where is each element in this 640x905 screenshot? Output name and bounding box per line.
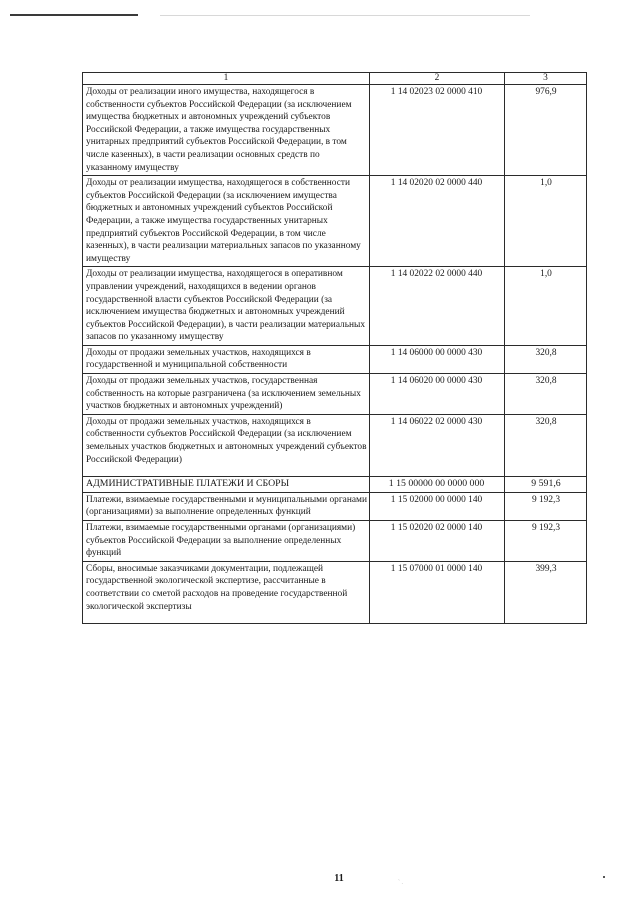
header-col-2: 2	[370, 73, 505, 85]
row-code: 1 14 06000 00 0000 430	[370, 345, 505, 373]
top-rule	[10, 14, 138, 16]
table-row	[83, 176, 587, 267]
header-col-1: 1	[83, 73, 370, 85]
row-name: Доходы от реализации имущества, находящегося в оперативном управлении учреждений, находящихся в ведении органов государственной власти субъектов Российской Федерации (за исключением имущества бюджетных и автономных учреждений субъектов Российской Федерации), в части реализации материальных запасов по указанному имуществу	[83, 267, 370, 346]
table-row	[83, 85, 587, 176]
row-code: 1 15 07000 01 0000 140	[370, 561, 505, 623]
row-sum: 320,8	[505, 414, 587, 476]
row-code: 1 14 06022 02 0000 430	[370, 414, 505, 476]
header-col-3: 3	[505, 73, 587, 85]
row-name: Доходы от продажи земельных участков, находящихся в государственной и муниципальной собственности	[83, 345, 370, 373]
row-sum: 1,0	[505, 267, 587, 346]
row-code: 1 15 02000 00 0000 140	[370, 492, 505, 520]
row-sum: 320,8	[505, 374, 587, 415]
row-name: Доходы от продажи земельных участков, находящихся в собственности субъектов Российской Федерации (за исключением земельных участков бюджетных и автономных учреждений субъектов Российской Федерации)	[83, 414, 370, 476]
row-name: Доходы от реализации иного имущества, находящегося в собственности субъектов Российской Федерации (за исключением имущества бюджетных и автономных учреждений субъектов Российской Федерации, а также имущества государственных унитарных предприятий субъектов Российской Федерации, в том числе казенных), в части реализации основных средств по указанному имуществу	[83, 85, 370, 176]
revenue-table	[82, 72, 587, 624]
table-row-section	[83, 477, 587, 493]
table-row	[83, 345, 587, 373]
table-row	[83, 374, 587, 415]
row-name: Сборы, вносимые заказчиками документации, подлежащей государственной экологической экспертизе, рассчитанные в соответствии со сметой расходов на проведение государственной экологической экспертизы	[83, 561, 370, 623]
row-sum: 9 591,6	[505, 477, 587, 493]
row-code: 1 14 02022 02 0000 440	[370, 267, 505, 346]
row-name: АДМИНИСТРАТИВНЫЕ ПЛАТЕЖИ И СБОРЫ	[83, 477, 370, 493]
page-number	[0, 873, 640, 884]
row-name: Доходы от продажи земельных участков, государственная собственность на которые разграничена (за исключением земельных участков бюджетных и автономных учреждений)	[83, 374, 370, 415]
top-rule-faint	[160, 15, 530, 16]
row-sum: 399,3	[505, 561, 587, 623]
table-row	[83, 414, 587, 476]
row-sum: 9 192,3	[505, 492, 587, 520]
header-row	[83, 73, 587, 85]
table-row	[83, 267, 587, 346]
row-name: Платежи, взимаемые государственными органами (организациями) субъектов Российской Федерации за выполнение определенных функций	[83, 521, 370, 562]
scan-dot	[603, 876, 605, 878]
row-name: Доходы от реализации имущества, находящегося в собственности субъектов Российской Федерации (за исключением имущества бюджетных и автономных учреждений субъектов Российской Федерации, а также имущества государственных унитарных предприятий субъектов Российской Федерации, в том числе казенных), в части реализации материальных запасов по указанному имуществу	[83, 176, 370, 267]
scan-specks: ` .	[398, 880, 403, 886]
table-row	[83, 521, 587, 562]
row-code: 1 14 02020 02 0000 440	[370, 176, 505, 267]
page-number-text: 11	[334, 873, 344, 884]
row-code: 1 14 02023 02 0000 410	[370, 85, 505, 176]
row-sum: 9 192,3	[505, 521, 587, 562]
row-code: 1 14 06020 00 0000 430	[370, 374, 505, 415]
table-row	[83, 492, 587, 520]
table-row	[83, 561, 587, 623]
row-sum: 320,8	[505, 345, 587, 373]
row-code: 1 15 02020 02 0000 140	[370, 521, 505, 562]
row-sum: 1,0	[505, 176, 587, 267]
row-code: 1 15 00000 00 0000 000	[370, 477, 505, 493]
row-sum: 976,9	[505, 85, 587, 176]
row-name: Платежи, взимаемые государственными и муниципальными органами (организациями) за выполнение определенных функций	[83, 492, 370, 520]
